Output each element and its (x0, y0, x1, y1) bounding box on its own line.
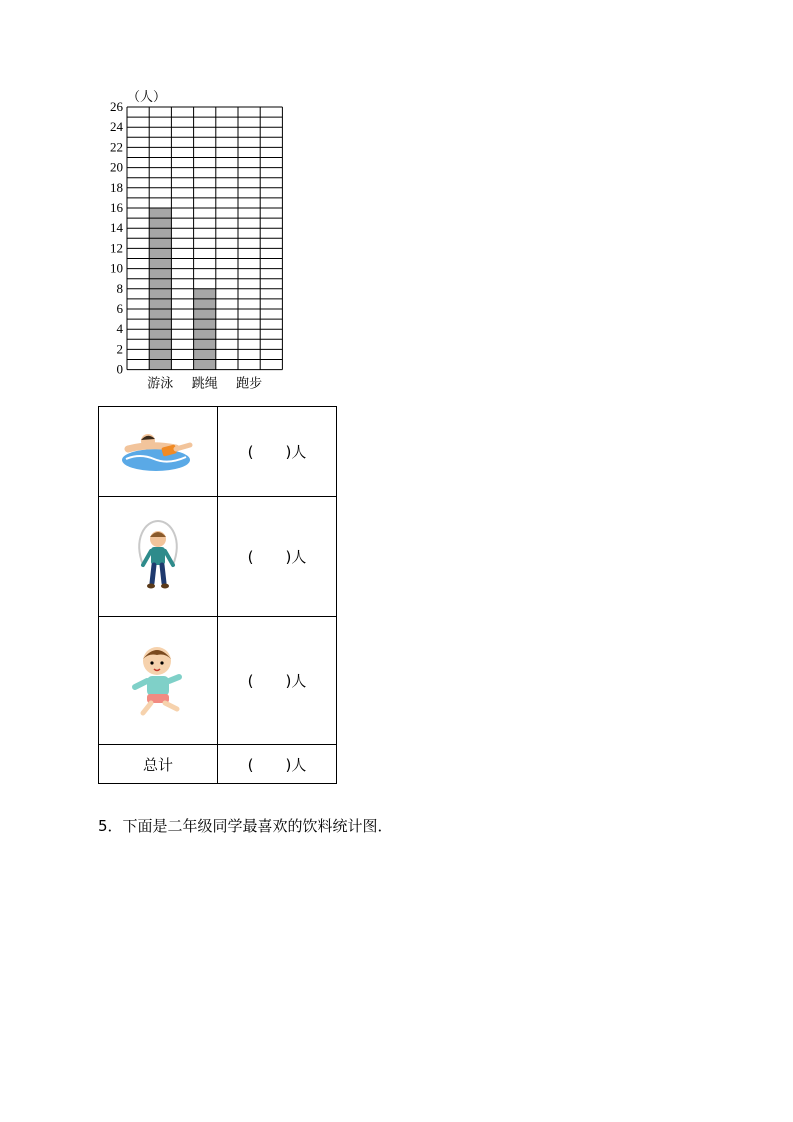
jump-rope-child-icon (131, 519, 185, 595)
unit-suffix: )人 (285, 672, 307, 690)
unit-suffix: )人 (285, 755, 307, 774)
tally-table (98, 406, 337, 784)
unit-suffix: )人 (285, 443, 307, 461)
open-paren: ( (247, 443, 254, 461)
table-row (99, 407, 337, 497)
y-tick-label: 24 (110, 119, 123, 135)
y-tick-label: 20 (110, 159, 123, 175)
unit-suffix: )人 (285, 548, 307, 566)
swimmer-icon (120, 429, 196, 475)
y-tick-label: 18 (110, 179, 123, 195)
y-tick-label: 16 (110, 200, 123, 215)
y-tick-label: 22 (110, 139, 123, 155)
x-category-label: 跳绳 (191, 376, 218, 392)
jump-rope-cell (99, 497, 218, 617)
table-row (99, 497, 337, 617)
total-label-cell (99, 745, 218, 784)
table-row (99, 617, 337, 745)
y-tick-label: 8 (116, 280, 123, 296)
open-paren: ( (247, 672, 254, 690)
open-paren: ( (247, 548, 254, 566)
swimming-cell (99, 407, 218, 497)
swimming-answer-cell[interactable] (218, 407, 337, 497)
y-tick-label: 14 (110, 220, 123, 236)
x-category-label: 跑步 (236, 376, 263, 392)
y-unit-label: （人） (127, 89, 167, 104)
y-tick-label: 0 (116, 361, 123, 377)
y-tick-label: 2 (116, 341, 123, 357)
bar-chart (100, 86, 300, 396)
jump-rope-answer-cell[interactable] (218, 497, 337, 617)
running-boy-icon (129, 643, 187, 719)
open-paren: ( (247, 755, 254, 774)
running-answer-cell[interactable] (218, 617, 337, 745)
y-tick-label: 10 (110, 260, 123, 276)
table-row (99, 745, 337, 784)
y-tick-label: 6 (116, 301, 123, 316)
x-category-label: 游泳 (147, 376, 174, 392)
running-cell (99, 617, 218, 745)
y-tick-label: 12 (110, 240, 123, 256)
total-answer-cell[interactable] (218, 745, 337, 784)
y-tick-label: 26 (110, 99, 123, 114)
question-text: 5．下面是二年级同学最喜欢的饮料统计图． (98, 817, 393, 835)
total-label: 总计 (142, 755, 173, 774)
y-tick-label: 4 (116, 321, 123, 337)
